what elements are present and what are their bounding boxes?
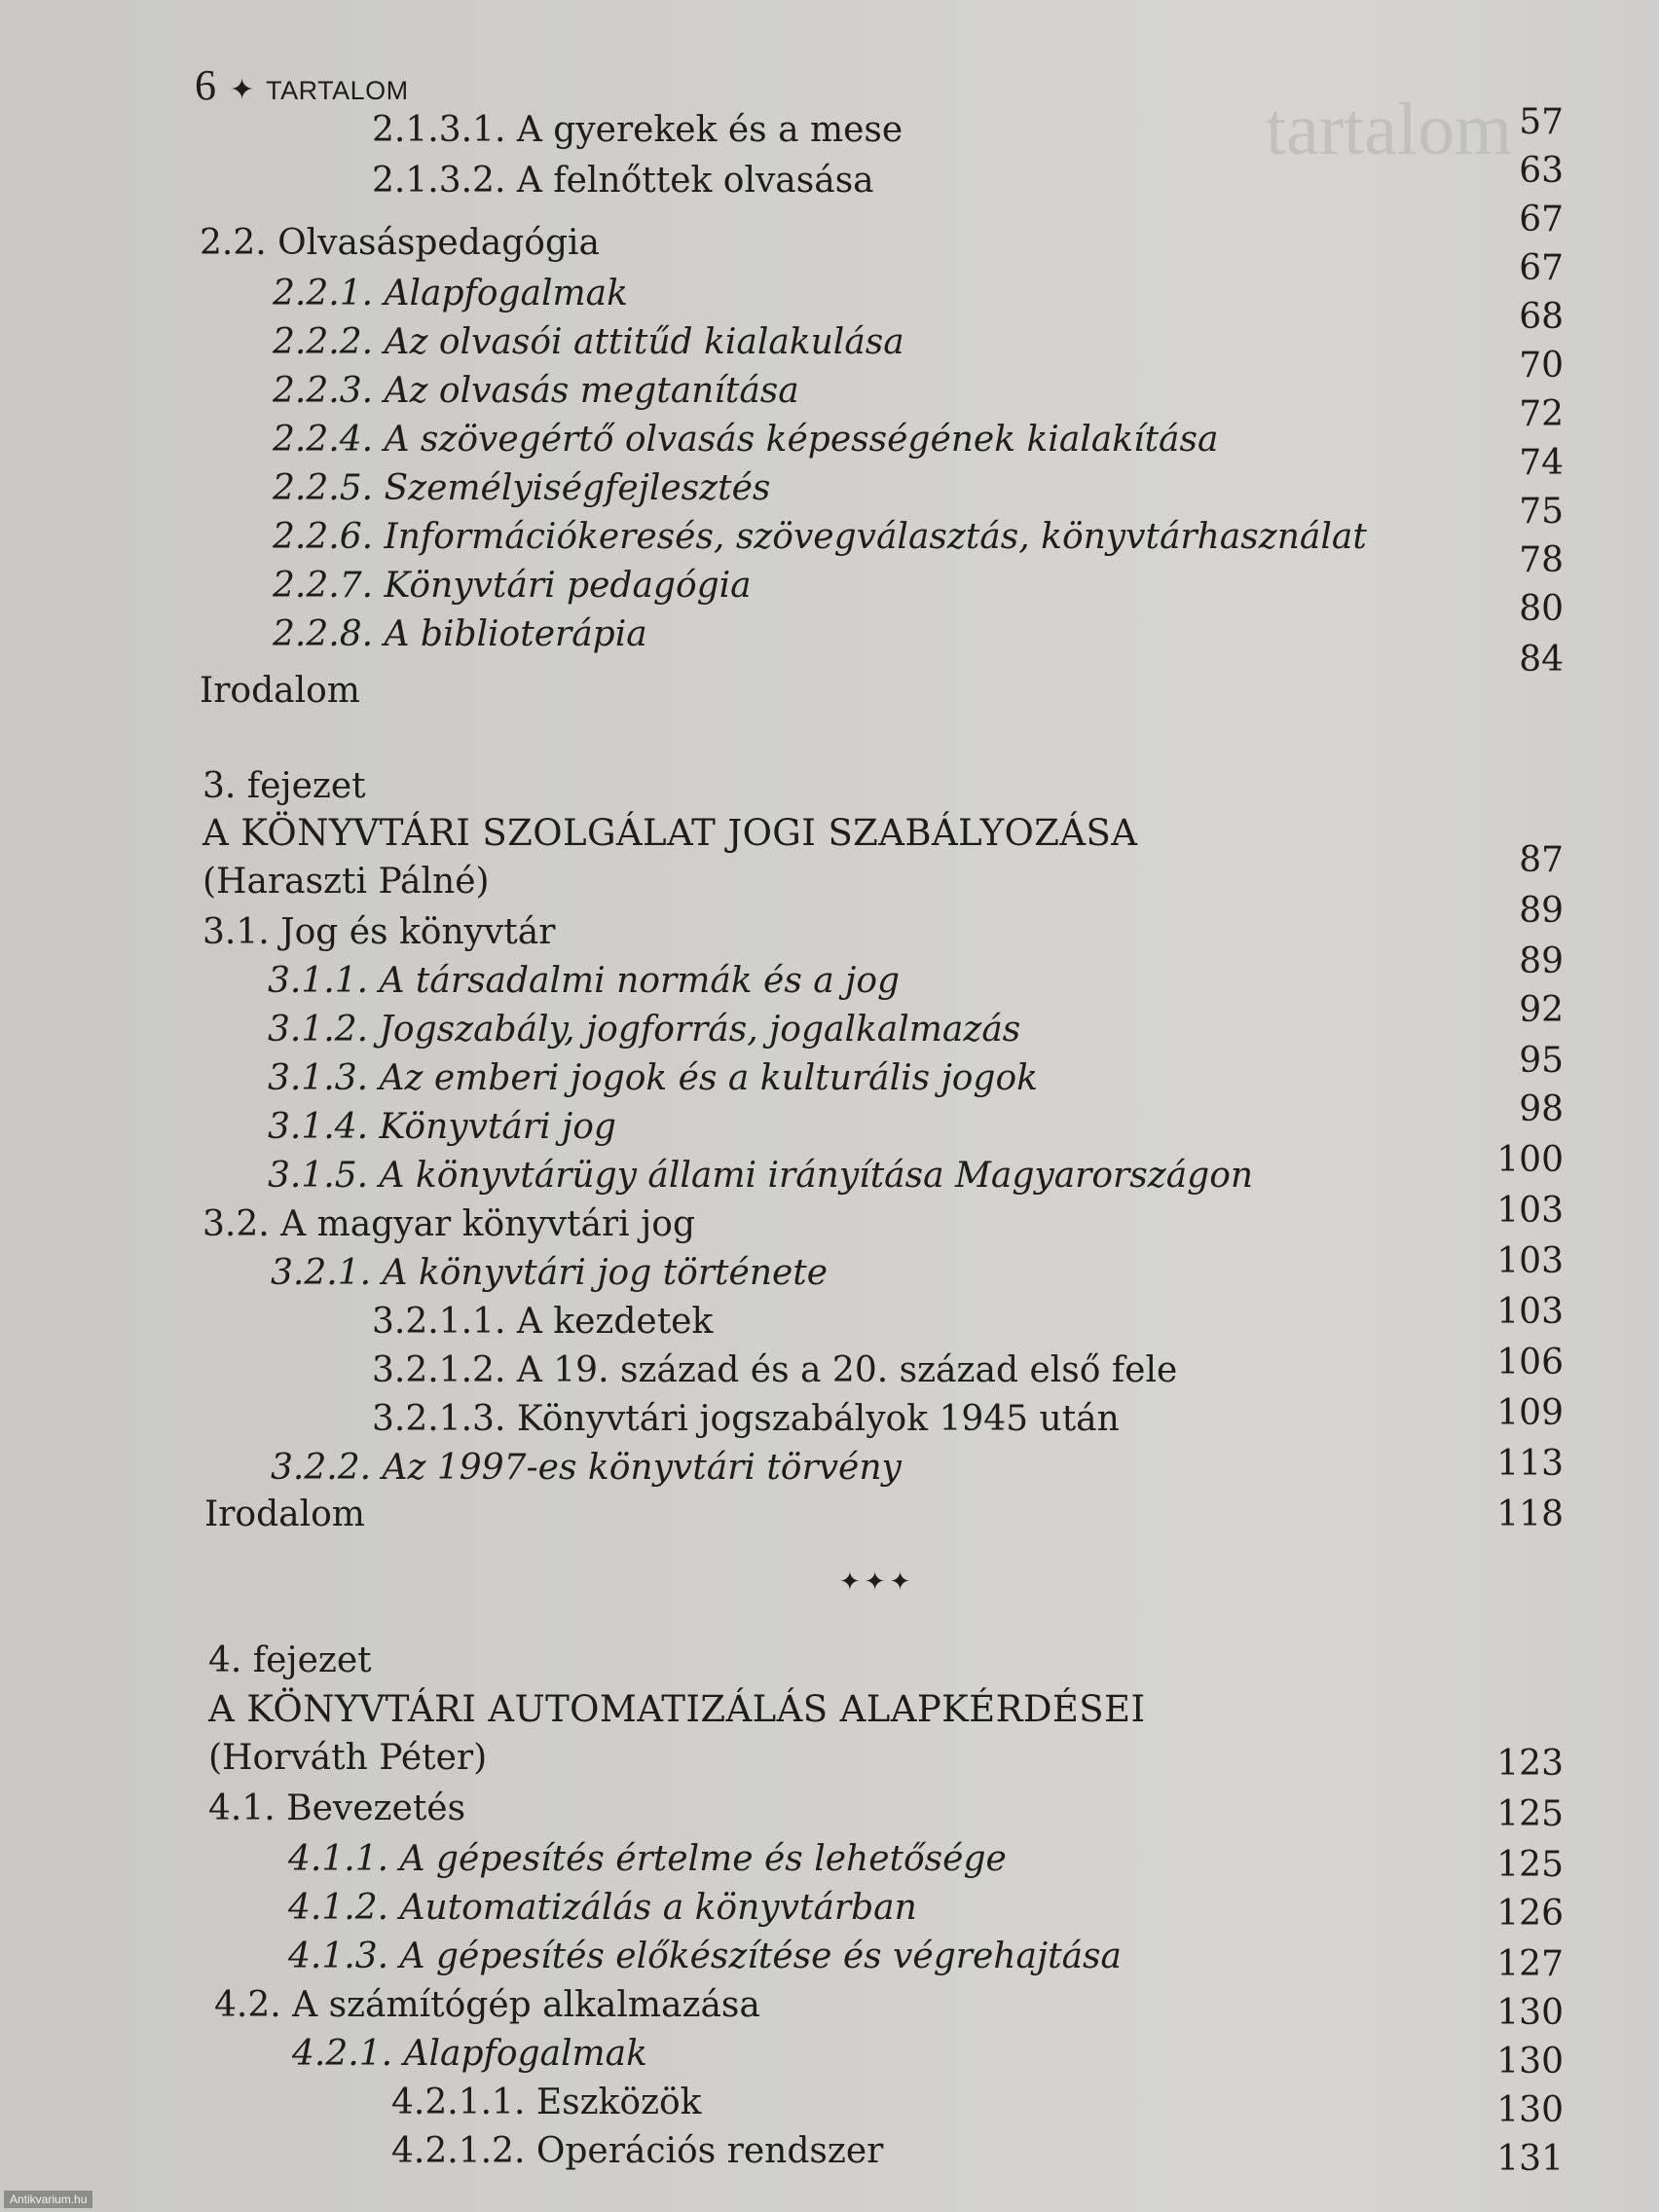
toc-page-number: 125 bbox=[1496, 1845, 1564, 1885]
toc-entry: 3.2.2. Az 1997-es könyvtári törvény bbox=[271, 1448, 902, 1488]
toc-entry: 3.1.3. Az emberi jogok és a kulturális jogok bbox=[268, 1058, 1038, 1098]
section-separator: ✦✦✦ bbox=[839, 1567, 915, 1597]
toc-entry: 3.1.1. A társadalmi normák és a jog bbox=[268, 961, 901, 1001]
chapter-label: 4. fejezet bbox=[208, 1641, 372, 1680]
watermark: Antikvarium.hu bbox=[4, 2191, 92, 2208]
toc-entry: 4.1.1. A gépesítés értelme és lehetősége bbox=[288, 1839, 1007, 1879]
bleed-through-heading: tartalom bbox=[1266, 89, 1513, 170]
toc-page-number: 130 bbox=[1496, 2042, 1564, 2082]
toc-entry: 3.1.4. Könyvtári jog bbox=[268, 1107, 616, 1147]
toc-entry: 3.2.1.3. Könyvtári jogszabályok 1945 után bbox=[372, 1399, 1120, 1439]
toc-entry: 2.2.8. A biblioterápia bbox=[273, 614, 647, 654]
toc-page-number: 109 bbox=[1496, 1393, 1564, 1433]
chapter-title: A KÖNYVTÁRI AUTOMATIZÁLÁS ALAPKÉRDÉSEI bbox=[208, 1688, 1146, 1730]
toc-entry: 3.1.5. A könyvtárügy állami irányítása Magyarországon bbox=[268, 1156, 1254, 1196]
toc-entry: 4.1.2. Automatizálás a könyvtárban bbox=[288, 1888, 917, 1928]
toc-entry: 4.2.1.1. Eszközök bbox=[391, 2083, 702, 2122]
running-title: TARTALOM bbox=[266, 76, 409, 105]
toc-page-number: 72 bbox=[1519, 394, 1564, 434]
toc-entry: 2.2.3. Az olvasás megtanítása bbox=[273, 371, 799, 411]
toc-page-number: 70 bbox=[1519, 346, 1564, 386]
toc-page-number: 89 bbox=[1519, 941, 1564, 981]
toc-page-number: 89 bbox=[1519, 891, 1564, 931]
toc-page-number: 130 bbox=[1496, 1993, 1564, 2033]
chapter-label: 3. fejezet bbox=[203, 766, 366, 806]
toc-entry: 4.1. Bevezetés bbox=[208, 1788, 466, 1828]
toc-page-number: 57 bbox=[1519, 102, 1564, 142]
chapter-title: A KÖNYVTÁRI SZOLGÁLAT JOGI SZABÁLYOZÁSA bbox=[203, 812, 1138, 854]
toc-entry: 2.2.2. Az olvasói attitűd kialakulása bbox=[273, 322, 904, 362]
toc-entry: 3.1. Jog és könyvtár bbox=[203, 912, 556, 952]
toc-page-number: 125 bbox=[1496, 1794, 1564, 1834]
toc-entry: 2.1.3.2. A felnőttek olvasása bbox=[372, 161, 874, 201]
toc-entry: 2.2.7. Könyvtári pedagógia bbox=[273, 566, 752, 606]
toc-page-number: 131 bbox=[1496, 2139, 1564, 2179]
toc-entry: 2.2.4. A szövegértő olvasás képességének kialakítása bbox=[273, 420, 1219, 460]
toc-page-number: 80 bbox=[1519, 589, 1564, 629]
toc-entry: 4.2. A számítógép alkalmazása bbox=[214, 1985, 760, 2025]
toc-entry: 3.2.1.2. A 19. század és a 20. század első fele bbox=[372, 1350, 1178, 1390]
toc-page-number: 78 bbox=[1519, 540, 1564, 580]
ornament-icon: ✦ bbox=[230, 73, 255, 107]
toc-page-number: 95 bbox=[1519, 1041, 1564, 1081]
toc-entry: Irodalom bbox=[204, 1494, 365, 1534]
toc-entry: 3.2.1.1. A kezdetek bbox=[372, 1302, 714, 1342]
toc-page-number: 113 bbox=[1496, 1444, 1564, 1484]
chapter-author: (Horváth Péter) bbox=[208, 1738, 488, 1778]
toc-page-number: 130 bbox=[1496, 2090, 1564, 2130]
toc-entry: 4.2.1.2. Operációs rendszer bbox=[391, 2131, 884, 2171]
toc-page-number: 84 bbox=[1519, 640, 1564, 680]
toc-page-number: 118 bbox=[1496, 1494, 1564, 1534]
toc-page-number: 63 bbox=[1519, 151, 1564, 191]
toc-page-number: 123 bbox=[1496, 1744, 1564, 1784]
toc-entry: 2.2.6. Információkeresés, szövegválasztás, könyvtárhasználat bbox=[273, 517, 1367, 557]
toc-page-number: 103 bbox=[1496, 1292, 1564, 1332]
toc-page-number: 103 bbox=[1496, 1241, 1564, 1281]
toc-page-number: 106 bbox=[1496, 1343, 1564, 1382]
toc-page-number: 67 bbox=[1519, 200, 1564, 240]
toc-entry: 3.2.1. A könyvtári jog története bbox=[271, 1253, 829, 1293]
toc-entry: 2.2.1. Alapfogalmak bbox=[273, 274, 628, 313]
chapter-author: (Haraszti Pálné) bbox=[203, 862, 490, 902]
toc-entry: 2.2. Olvasáspedagógia bbox=[200, 223, 600, 263]
toc-page-number: 68 bbox=[1519, 297, 1564, 337]
toc-page-number: 100 bbox=[1496, 1140, 1564, 1180]
toc-page-number: 87 bbox=[1519, 840, 1564, 880]
toc-page-number: 67 bbox=[1519, 248, 1564, 288]
toc-entry: 2.1.3.1. A gyerekek és a mese bbox=[372, 110, 903, 150]
toc-entry: 2.2.5. Személyiségfejlesztés bbox=[273, 468, 771, 508]
toc-page-number: 92 bbox=[1519, 990, 1564, 1030]
toc-entry: 3.1.2. Jogszabály, jogforrás, jogalkalmazás bbox=[268, 1010, 1021, 1050]
page-number: 6 bbox=[195, 61, 216, 109]
page-header bbox=[195, 60, 409, 110]
toc-page-number: 74 bbox=[1519, 443, 1564, 483]
toc-entry: 4.2.1. Alapfogalmak bbox=[292, 2034, 647, 2074]
toc-page-number: 75 bbox=[1519, 492, 1564, 532]
toc-page-number: 126 bbox=[1496, 1894, 1564, 1934]
toc-page-number: 103 bbox=[1496, 1191, 1564, 1231]
toc-page-number: 98 bbox=[1519, 1089, 1564, 1129]
toc-entry: 4.1.3. A gépesítés előkészítése és végrehajtása bbox=[288, 1936, 1122, 1976]
toc-entry: Irodalom bbox=[200, 671, 360, 711]
toc-page-number: 127 bbox=[1496, 1944, 1564, 1984]
toc-entry: 3.2. A magyar könyvtári jog bbox=[203, 1204, 696, 1244]
